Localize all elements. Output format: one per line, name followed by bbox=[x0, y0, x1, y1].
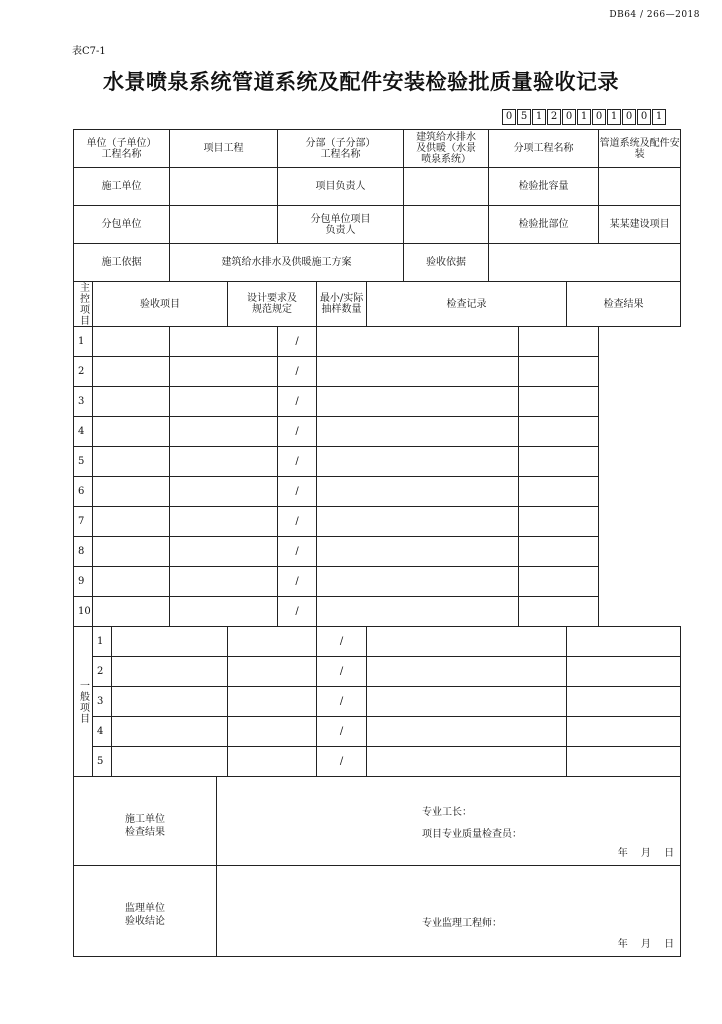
design-cell[interactable] bbox=[170, 597, 278, 627]
part-value[interactable]: 某某建设项目 bbox=[599, 206, 681, 244]
item-cell[interactable] bbox=[93, 567, 170, 597]
code-digit: 0 bbox=[592, 109, 606, 125]
col-record: 检查记录 bbox=[367, 282, 567, 327]
record-cell[interactable] bbox=[317, 537, 519, 567]
item-cell[interactable] bbox=[112, 687, 228, 717]
sample-cell[interactable]: / bbox=[278, 327, 317, 357]
table-row bbox=[74, 327, 681, 357]
result-cell[interactable] bbox=[567, 627, 681, 657]
code-digit: 0 bbox=[637, 109, 651, 125]
sample-cell[interactable]: / bbox=[317, 627, 367, 657]
sample-cell[interactable]: / bbox=[278, 417, 317, 447]
contractor-check-label: 施工单位 检查结果 bbox=[125, 814, 165, 838]
record-cell[interactable] bbox=[367, 747, 567, 777]
table-row bbox=[74, 477, 681, 507]
record-cell[interactable] bbox=[317, 597, 519, 627]
result-cell[interactable] bbox=[519, 477, 599, 507]
unit-label: 单位（子单位） 工程名称 bbox=[74, 130, 170, 168]
basis-label: 施工依据 bbox=[74, 244, 170, 282]
record-cell[interactable] bbox=[317, 567, 519, 597]
item-cell[interactable] bbox=[93, 357, 170, 387]
quality-inspector-signature[interactable]: 项目专业质量检查员： bbox=[422, 829, 522, 840]
sample-cell[interactable]: / bbox=[278, 447, 317, 477]
record-cell[interactable] bbox=[317, 357, 519, 387]
design-cell[interactable] bbox=[170, 327, 278, 357]
sample-cell[interactable]: / bbox=[317, 687, 367, 717]
sample-cell[interactable]: / bbox=[317, 747, 367, 777]
row-number: 4 bbox=[93, 717, 112, 747]
accept-basis-value[interactable] bbox=[489, 244, 681, 282]
row-number: 1 bbox=[93, 627, 112, 657]
sample-cell[interactable]: / bbox=[317, 657, 367, 687]
record-cell[interactable] bbox=[367, 627, 567, 657]
sub-item-value[interactable]: 管道系统及配件安装 bbox=[599, 130, 681, 168]
result-cell[interactable] bbox=[519, 597, 599, 627]
standard-code: DB64 / 266—2018 bbox=[609, 10, 700, 20]
record-cell[interactable] bbox=[317, 447, 519, 477]
basis-value[interactable]: 建筑给水排水及供暖施工方案 bbox=[170, 244, 404, 282]
code-digit: 0 bbox=[502, 109, 516, 125]
result-cell[interactable] bbox=[567, 687, 681, 717]
record-cell[interactable] bbox=[367, 657, 567, 687]
result-cell[interactable] bbox=[567, 657, 681, 687]
design-cell[interactable] bbox=[228, 627, 317, 657]
col-sample: 最小/实际 抽样数量 bbox=[317, 282, 367, 327]
result-cell[interactable] bbox=[519, 357, 599, 387]
supervising-engineer-signature[interactable]: 专业监理工程师： bbox=[422, 918, 502, 929]
supervisor-accept-label: 监理单位 验收结论 bbox=[125, 903, 165, 927]
item-cell[interactable] bbox=[93, 537, 170, 567]
item-cell[interactable] bbox=[112, 657, 228, 687]
supervisor-accept-section bbox=[74, 866, 680, 956]
row-number: 8 bbox=[74, 537, 93, 567]
code-digit: 1 bbox=[577, 109, 591, 125]
item-cell[interactable] bbox=[93, 327, 170, 357]
sample-cell[interactable]: / bbox=[278, 537, 317, 567]
inspection-table bbox=[73, 129, 681, 957]
design-cell[interactable] bbox=[170, 447, 278, 477]
table-row bbox=[74, 687, 681, 717]
unit-value[interactable]: 项目工程 bbox=[170, 130, 278, 168]
contractor-check-section bbox=[74, 777, 680, 865]
table-row bbox=[74, 657, 681, 687]
result-cell[interactable] bbox=[567, 717, 681, 747]
row-number: 1 bbox=[74, 327, 93, 357]
row-number: 6 bbox=[74, 477, 93, 507]
table-row bbox=[74, 507, 681, 537]
table-row bbox=[74, 567, 681, 597]
form-number: 表C7-1 bbox=[72, 46, 106, 57]
result-cell[interactable] bbox=[519, 417, 599, 447]
table-row bbox=[74, 717, 681, 747]
record-cell[interactable] bbox=[317, 387, 519, 417]
design-cell[interactable] bbox=[228, 657, 317, 687]
capacity-value[interactable] bbox=[599, 168, 681, 206]
result-cell[interactable] bbox=[519, 327, 599, 357]
design-cell[interactable] bbox=[170, 567, 278, 597]
pm-label: 项目负责人 bbox=[278, 168, 404, 206]
result-cell[interactable] bbox=[519, 507, 599, 537]
sample-cell[interactable]: / bbox=[278, 567, 317, 597]
capacity-label: 检验批容量 bbox=[489, 168, 599, 206]
general-label: 一般项目 bbox=[74, 627, 93, 777]
code-digit: 1 bbox=[607, 109, 621, 125]
table-row bbox=[74, 447, 681, 477]
result-cell[interactable] bbox=[519, 567, 599, 597]
table-row bbox=[74, 417, 681, 447]
sample-cell[interactable]: / bbox=[278, 357, 317, 387]
row-number: 3 bbox=[93, 687, 112, 717]
row-number: 2 bbox=[74, 357, 93, 387]
record-cell[interactable] bbox=[317, 417, 519, 447]
design-cell[interactable] bbox=[170, 477, 278, 507]
record-cell[interactable] bbox=[317, 507, 519, 537]
sample-cell[interactable]: / bbox=[278, 477, 317, 507]
design-cell[interactable] bbox=[228, 717, 317, 747]
row-number: 5 bbox=[74, 447, 93, 477]
row-number: 9 bbox=[74, 567, 93, 597]
design-cell[interactable] bbox=[170, 537, 278, 567]
result-cell[interactable] bbox=[567, 747, 681, 777]
supervisor-accept-date[interactable]: 年 月 日 bbox=[617, 939, 675, 950]
row-number: 2 bbox=[93, 657, 112, 687]
table-row bbox=[74, 387, 681, 417]
subcontractor-value[interactable] bbox=[170, 206, 278, 244]
sub-item-label: 分项工程名称 bbox=[489, 130, 599, 168]
part-label: 检验批部位 bbox=[489, 206, 599, 244]
main-control-label: 主控项目 bbox=[74, 282, 93, 327]
sample-cell[interactable]: / bbox=[278, 387, 317, 417]
pm-value[interactable] bbox=[404, 168, 489, 206]
item-cell[interactable] bbox=[93, 387, 170, 417]
table-row bbox=[74, 627, 681, 657]
foreman-signature[interactable]: 专业工长： bbox=[422, 807, 472, 818]
sub-pm-label: 分包单位项目 负责人 bbox=[278, 206, 404, 244]
table-row bbox=[74, 747, 681, 777]
item-cell[interactable] bbox=[93, 447, 170, 477]
item-cell[interactable] bbox=[93, 417, 170, 447]
design-cell[interactable] bbox=[170, 507, 278, 537]
sample-cell[interactable]: / bbox=[278, 507, 317, 537]
division-value[interactable]: 建筑给水排水 及供暖（水景 喷泉系统） bbox=[404, 130, 489, 168]
row-number: 7 bbox=[74, 507, 93, 537]
row-number: 5 bbox=[93, 747, 112, 777]
item-cell[interactable] bbox=[93, 597, 170, 627]
table-row bbox=[74, 357, 681, 387]
item-cell[interactable] bbox=[112, 717, 228, 747]
design-cell[interactable] bbox=[170, 387, 278, 417]
item-cell[interactable] bbox=[93, 507, 170, 537]
row-number: 3 bbox=[74, 387, 93, 417]
code-digit: 2 bbox=[547, 109, 561, 125]
code-digit: 0 bbox=[562, 109, 576, 125]
col-item: 验收项目 bbox=[93, 282, 228, 327]
table-row bbox=[74, 597, 681, 627]
item-cell[interactable] bbox=[112, 627, 228, 657]
contractor-value[interactable] bbox=[170, 168, 278, 206]
page-title: 水景喷泉系统管道系统及配件安装检验批质量验收记录 bbox=[103, 70, 619, 94]
sub-pm-value[interactable] bbox=[404, 206, 489, 244]
design-cell[interactable] bbox=[170, 357, 278, 387]
design-cell[interactable] bbox=[228, 747, 317, 777]
result-cell[interactable] bbox=[519, 447, 599, 477]
design-cell[interactable] bbox=[170, 417, 278, 447]
item-cell[interactable] bbox=[93, 477, 170, 507]
design-cell[interactable] bbox=[228, 687, 317, 717]
code-digit: 1 bbox=[652, 109, 666, 125]
table-row bbox=[74, 537, 681, 567]
subcontractor-label: 分包单位 bbox=[74, 206, 170, 244]
result-cell[interactable] bbox=[519, 537, 599, 567]
sample-cell[interactable]: / bbox=[317, 717, 367, 747]
record-cell[interactable] bbox=[367, 687, 567, 717]
division-label: 分部（子分部） 工程名称 bbox=[278, 130, 404, 168]
record-cell[interactable] bbox=[367, 717, 567, 747]
code-digit: 5 bbox=[517, 109, 531, 125]
col-design: 设计要求及 规范规定 bbox=[228, 282, 317, 327]
code-digit: 0 bbox=[622, 109, 636, 125]
record-cell[interactable] bbox=[317, 327, 519, 357]
result-cell[interactable] bbox=[519, 387, 599, 417]
code-digit: 1 bbox=[532, 109, 546, 125]
record-cell[interactable] bbox=[317, 477, 519, 507]
item-cell[interactable] bbox=[112, 747, 228, 777]
col-result: 检查结果 bbox=[567, 282, 681, 327]
row-number: 10 bbox=[74, 597, 93, 627]
accept-basis-label: 验收依据 bbox=[404, 244, 489, 282]
contractor-label: 施工单位 bbox=[74, 168, 170, 206]
row-number: 4 bbox=[74, 417, 93, 447]
contractor-check-date[interactable]: 年 月 日 bbox=[617, 848, 675, 859]
record-code-boxes bbox=[501, 109, 666, 125]
sample-cell[interactable]: / bbox=[278, 597, 317, 627]
